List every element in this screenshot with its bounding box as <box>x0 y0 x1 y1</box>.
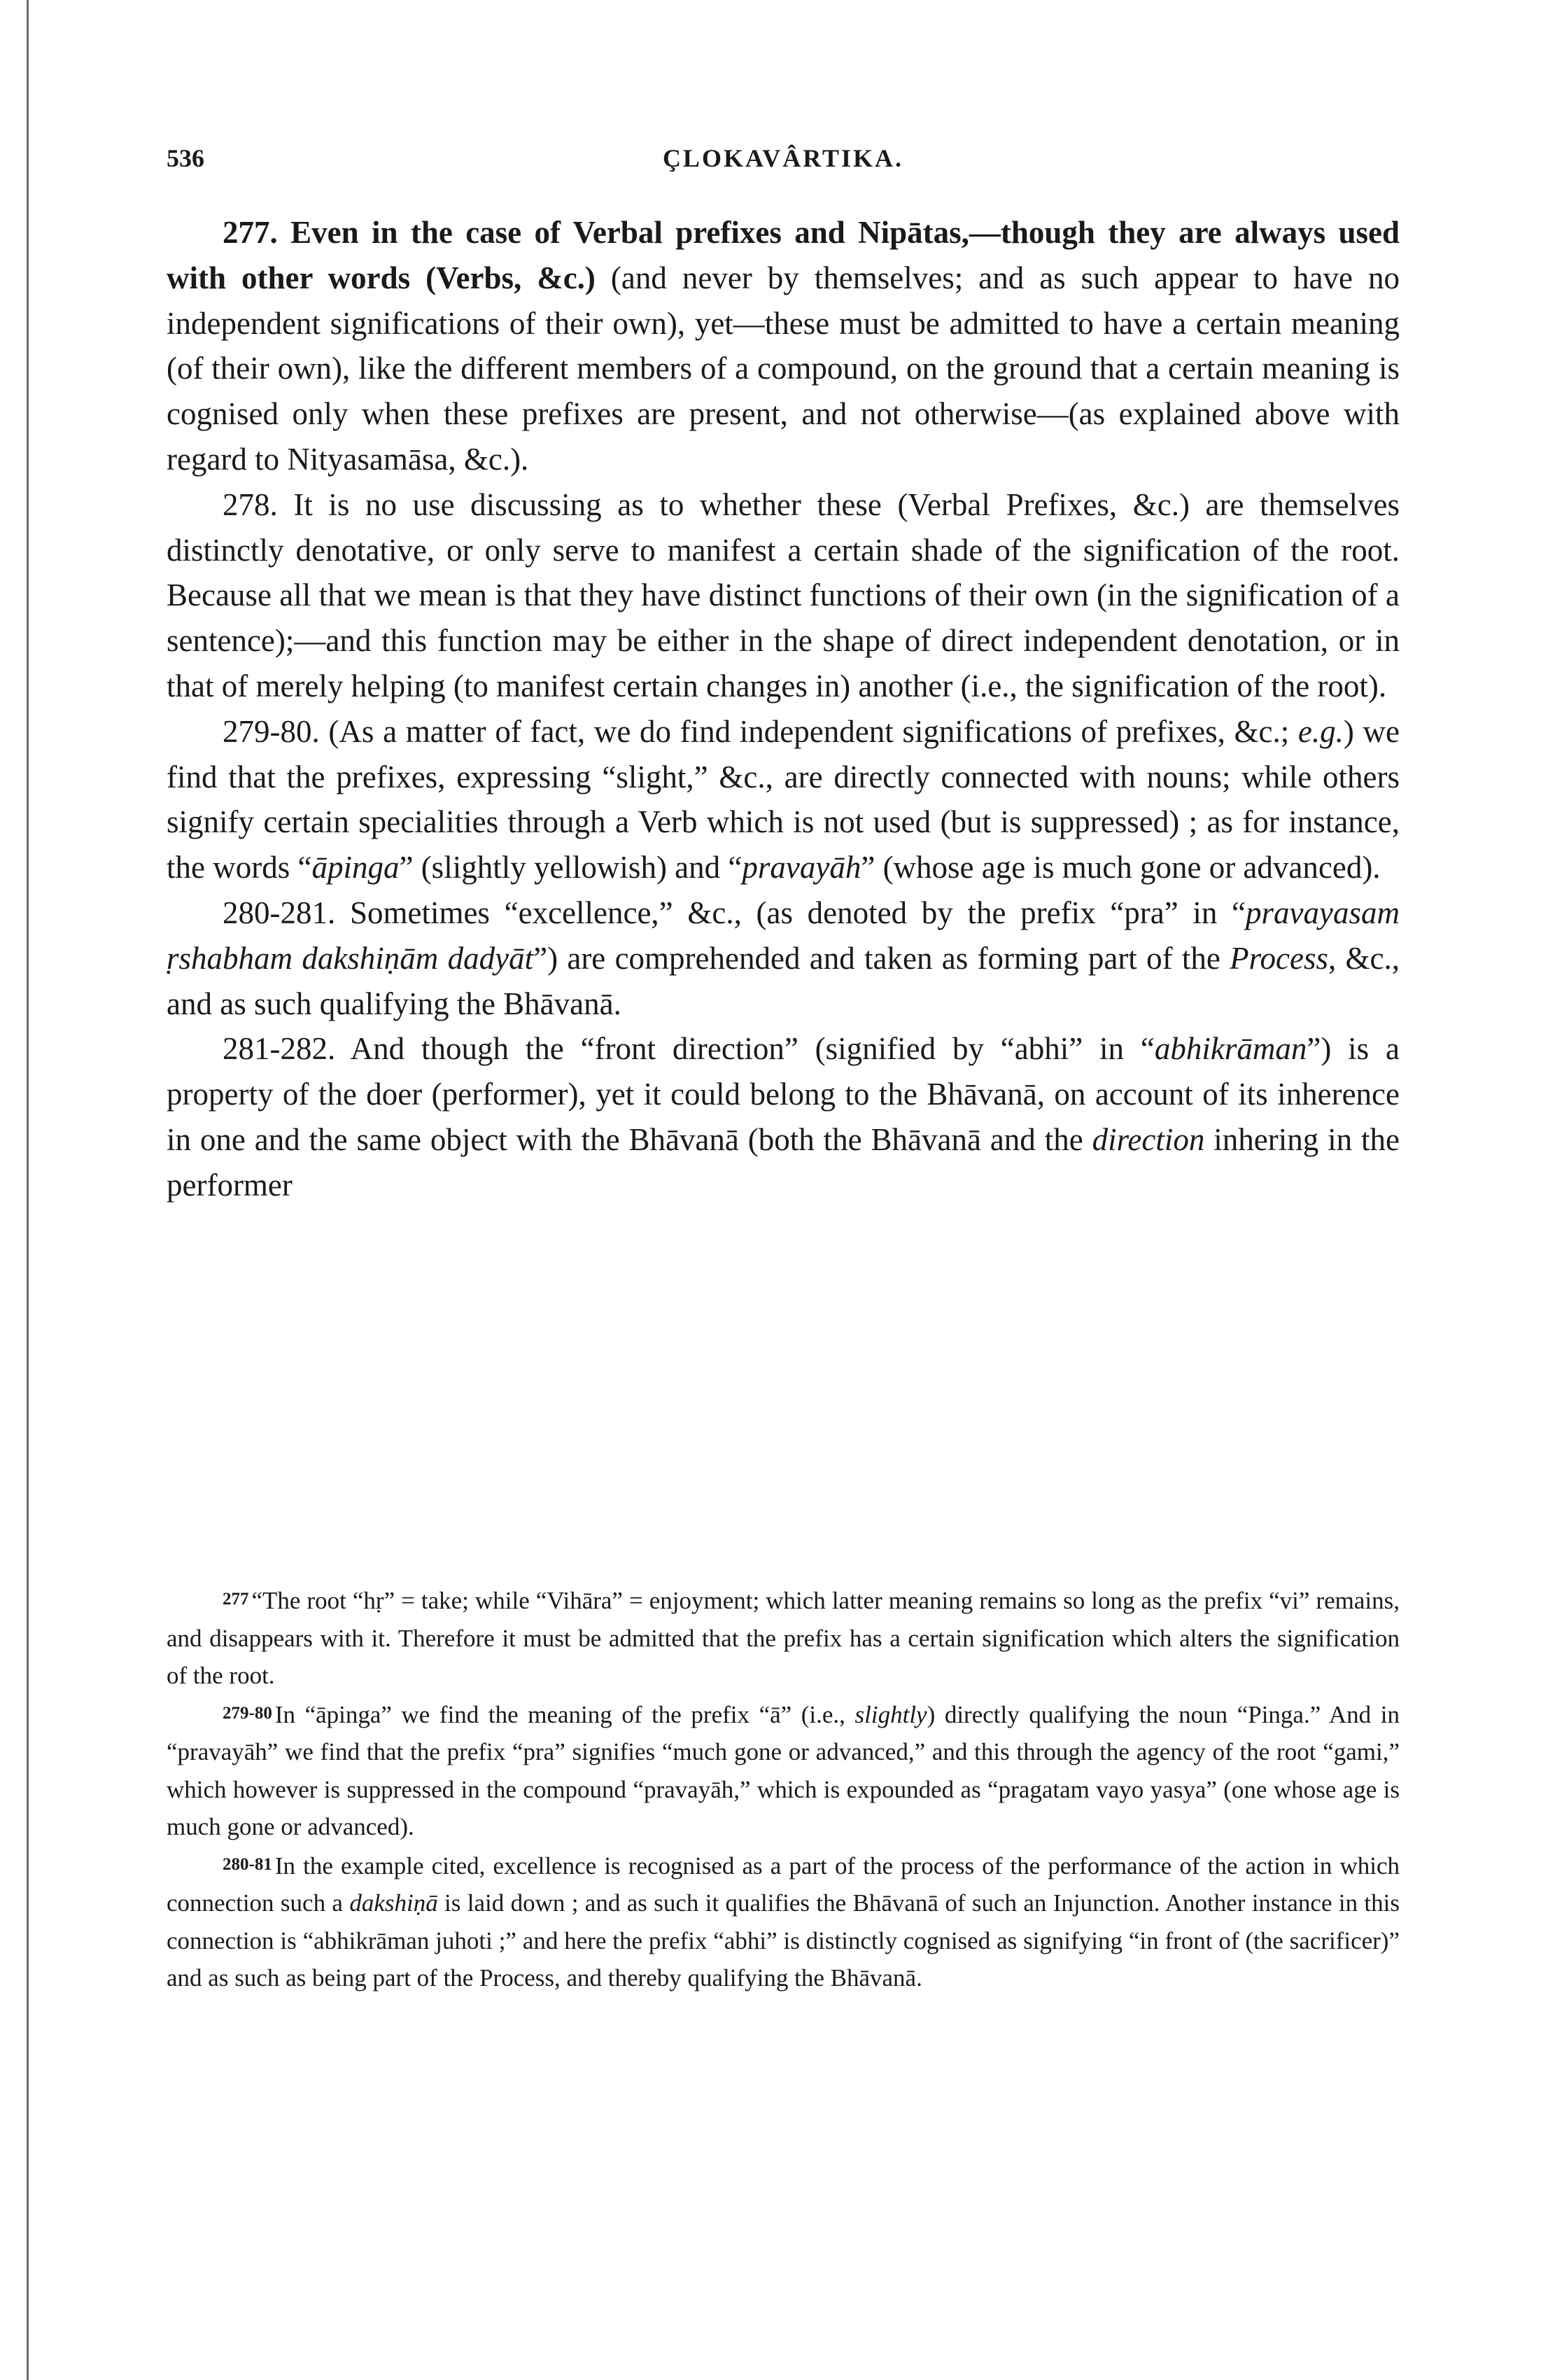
verse-279-eg: e.g. <box>1297 713 1344 749</box>
footnote-marker: 277 <box>223 1590 249 1609</box>
word-abhikraman: abhikrāman <box>1154 1031 1307 1067</box>
running-title: ÇLOKAVÂRTIKA. <box>662 144 904 172</box>
verse-281-text-b: ”) is a property of the doer (performer), yet it could belong to the Bhāvanā, on account of its inherence in one and the same object with the Bhāvanā (both the Bhāvanā and the <box>167 1031 1400 1157</box>
footnote-280-text-b: is laid down ; and as such it qualifies the Bhāvanā of such an Injunction. Another instance in this connection is “abhikrāman juhoti ;” and here the prefix “abhi” is distinctly cognised as signifying “in front of (the sacrificer)” and as such as being part of the Process, and thereby qualifying the Bhāvanā. <box>167 1889 1400 1991</box>
verse-277-rest: (and never by themselves; and as such appear to have no independent significations of their own), yet—these must be admitted to have a certain meaning (of their own), like the different members of a compound, on the ground that a certain meaning is cognised only when these prefixes are present, and not otherwise—(as explained above with regard to Nityasamāsa, &c.). <box>167 260 1400 477</box>
verse-277 <box>167 210 1400 482</box>
verse-279-text-a: (As a matter of fact, we do find independent significations of prefixes, &c.; <box>328 713 1290 749</box>
footnotes <box>167 1581 1400 1997</box>
verse-279-text-b: ) we find that the prefixes, expressing “slight,” &c., are directly connected with nouns; while others signify certain specialities through a Verb which is not used (but is suppressed) ; as for instance, the words “ <box>167 713 1400 886</box>
verse-number: 278. <box>223 486 278 522</box>
footnote-marker: 280-81 <box>223 1854 272 1874</box>
footnote-279-80 <box>167 1695 1400 1846</box>
footnote-277 <box>167 1581 1400 1695</box>
footnote-279-text-a: In “āpinga” we find the meaning of the prefix “ā” (i.e., <box>274 1700 855 1728</box>
page-edge-line <box>27 0 29 2380</box>
page-header <box>167 144 1400 178</box>
verse-279-text-c: ” (slightly yellowish) and “ <box>399 850 743 886</box>
verse-278 <box>167 482 1400 709</box>
verse-277-lead: Even in the case of Verbal prefixes and Nipātas,—though they are always used with other words (Verbs, &c.) <box>167 215 1400 295</box>
word-apinga: āpinga <box>311 850 400 886</box>
word-dakshina: dakshiṇā <box>349 1889 438 1917</box>
word-direction: direction <box>1092 1121 1205 1157</box>
verse-280-281 <box>167 890 1400 1026</box>
verse-281-text-a: And though the “front direction” (signified by “abhi” in “ <box>350 1031 1155 1067</box>
footnote-280-81 <box>167 1846 1400 1997</box>
verse-281-282 <box>167 1026 1400 1208</box>
verse-280-text-a: Sometimes “excellence,” &c., (as denoted by the prefix “pra” in “ <box>349 895 1246 930</box>
word-process: Process <box>1230 940 1328 976</box>
verse-281-text-c: inhering in the performer <box>167 1121 1400 1203</box>
verse-number: 279-80. <box>223 713 320 749</box>
footnote-279-text-b: ) directly qualifying the noun “Pinga.” And in “pravayāh” we find that the prefix “pra” signifies “much gone or advanced,” and this through the agency of the root “gami,” which however is suppressed in the compound “pravayāh,” which is expounded as “pragatam vayo yasya” (one whose age is much gone or advanced). <box>167 1700 1400 1840</box>
footnote-marker: 279-80 <box>223 1703 272 1723</box>
verse-279-text-d: ” (whose age is much gone or advanced). <box>861 850 1381 886</box>
main-text <box>167 210 1400 1208</box>
footnote-277-text: “The root “hṛ” = take; while “Vihāra” = enjoyment; which latter meaning remains so long as the prefix “vi” remains, and disappears with it. Therefore it must be admitted that the prefix has a certain signification which alters the signification of the root. <box>167 1587 1400 1689</box>
verse-278-text: It is no use discussing as to whether these (Verbal Prefixes, &c.) are themselves distinctly denotative, or only serve to manifest a certain shade of the signification of the root. Because all that we mean is that they have distinct functions of their own (in the signification of a sentence);—and this function may be either in the shape of direct independent denotation, or in that of merely helping (to manifest certain changes in) another (i.e., the signification of the root). <box>167 486 1400 704</box>
verse-280-text-c: , &c., and as such qualifying the Bhāvanā. <box>167 940 1400 1021</box>
verse-number: 277. <box>223 215 278 250</box>
verse-number: 281-282. <box>223 1031 336 1067</box>
sanskrit-quote: pravayasam ṛshabham dakshiṇām dadyāt <box>167 895 1400 976</box>
word-pravayah: pravayāh <box>742 850 861 886</box>
verse-number: 280-281. <box>223 895 336 930</box>
verse-280-text-b: ”) are comprehended and taken as forming part of the <box>533 940 1230 976</box>
word-slightly: slightly <box>854 1700 927 1728</box>
verse-279-80 <box>167 709 1400 890</box>
page-number: 536 <box>167 144 204 172</box>
footnote-280-text-a: In the example cited, excellence is recognised as a part of the process of the performance of the action in which connection such a <box>167 1851 1400 1917</box>
